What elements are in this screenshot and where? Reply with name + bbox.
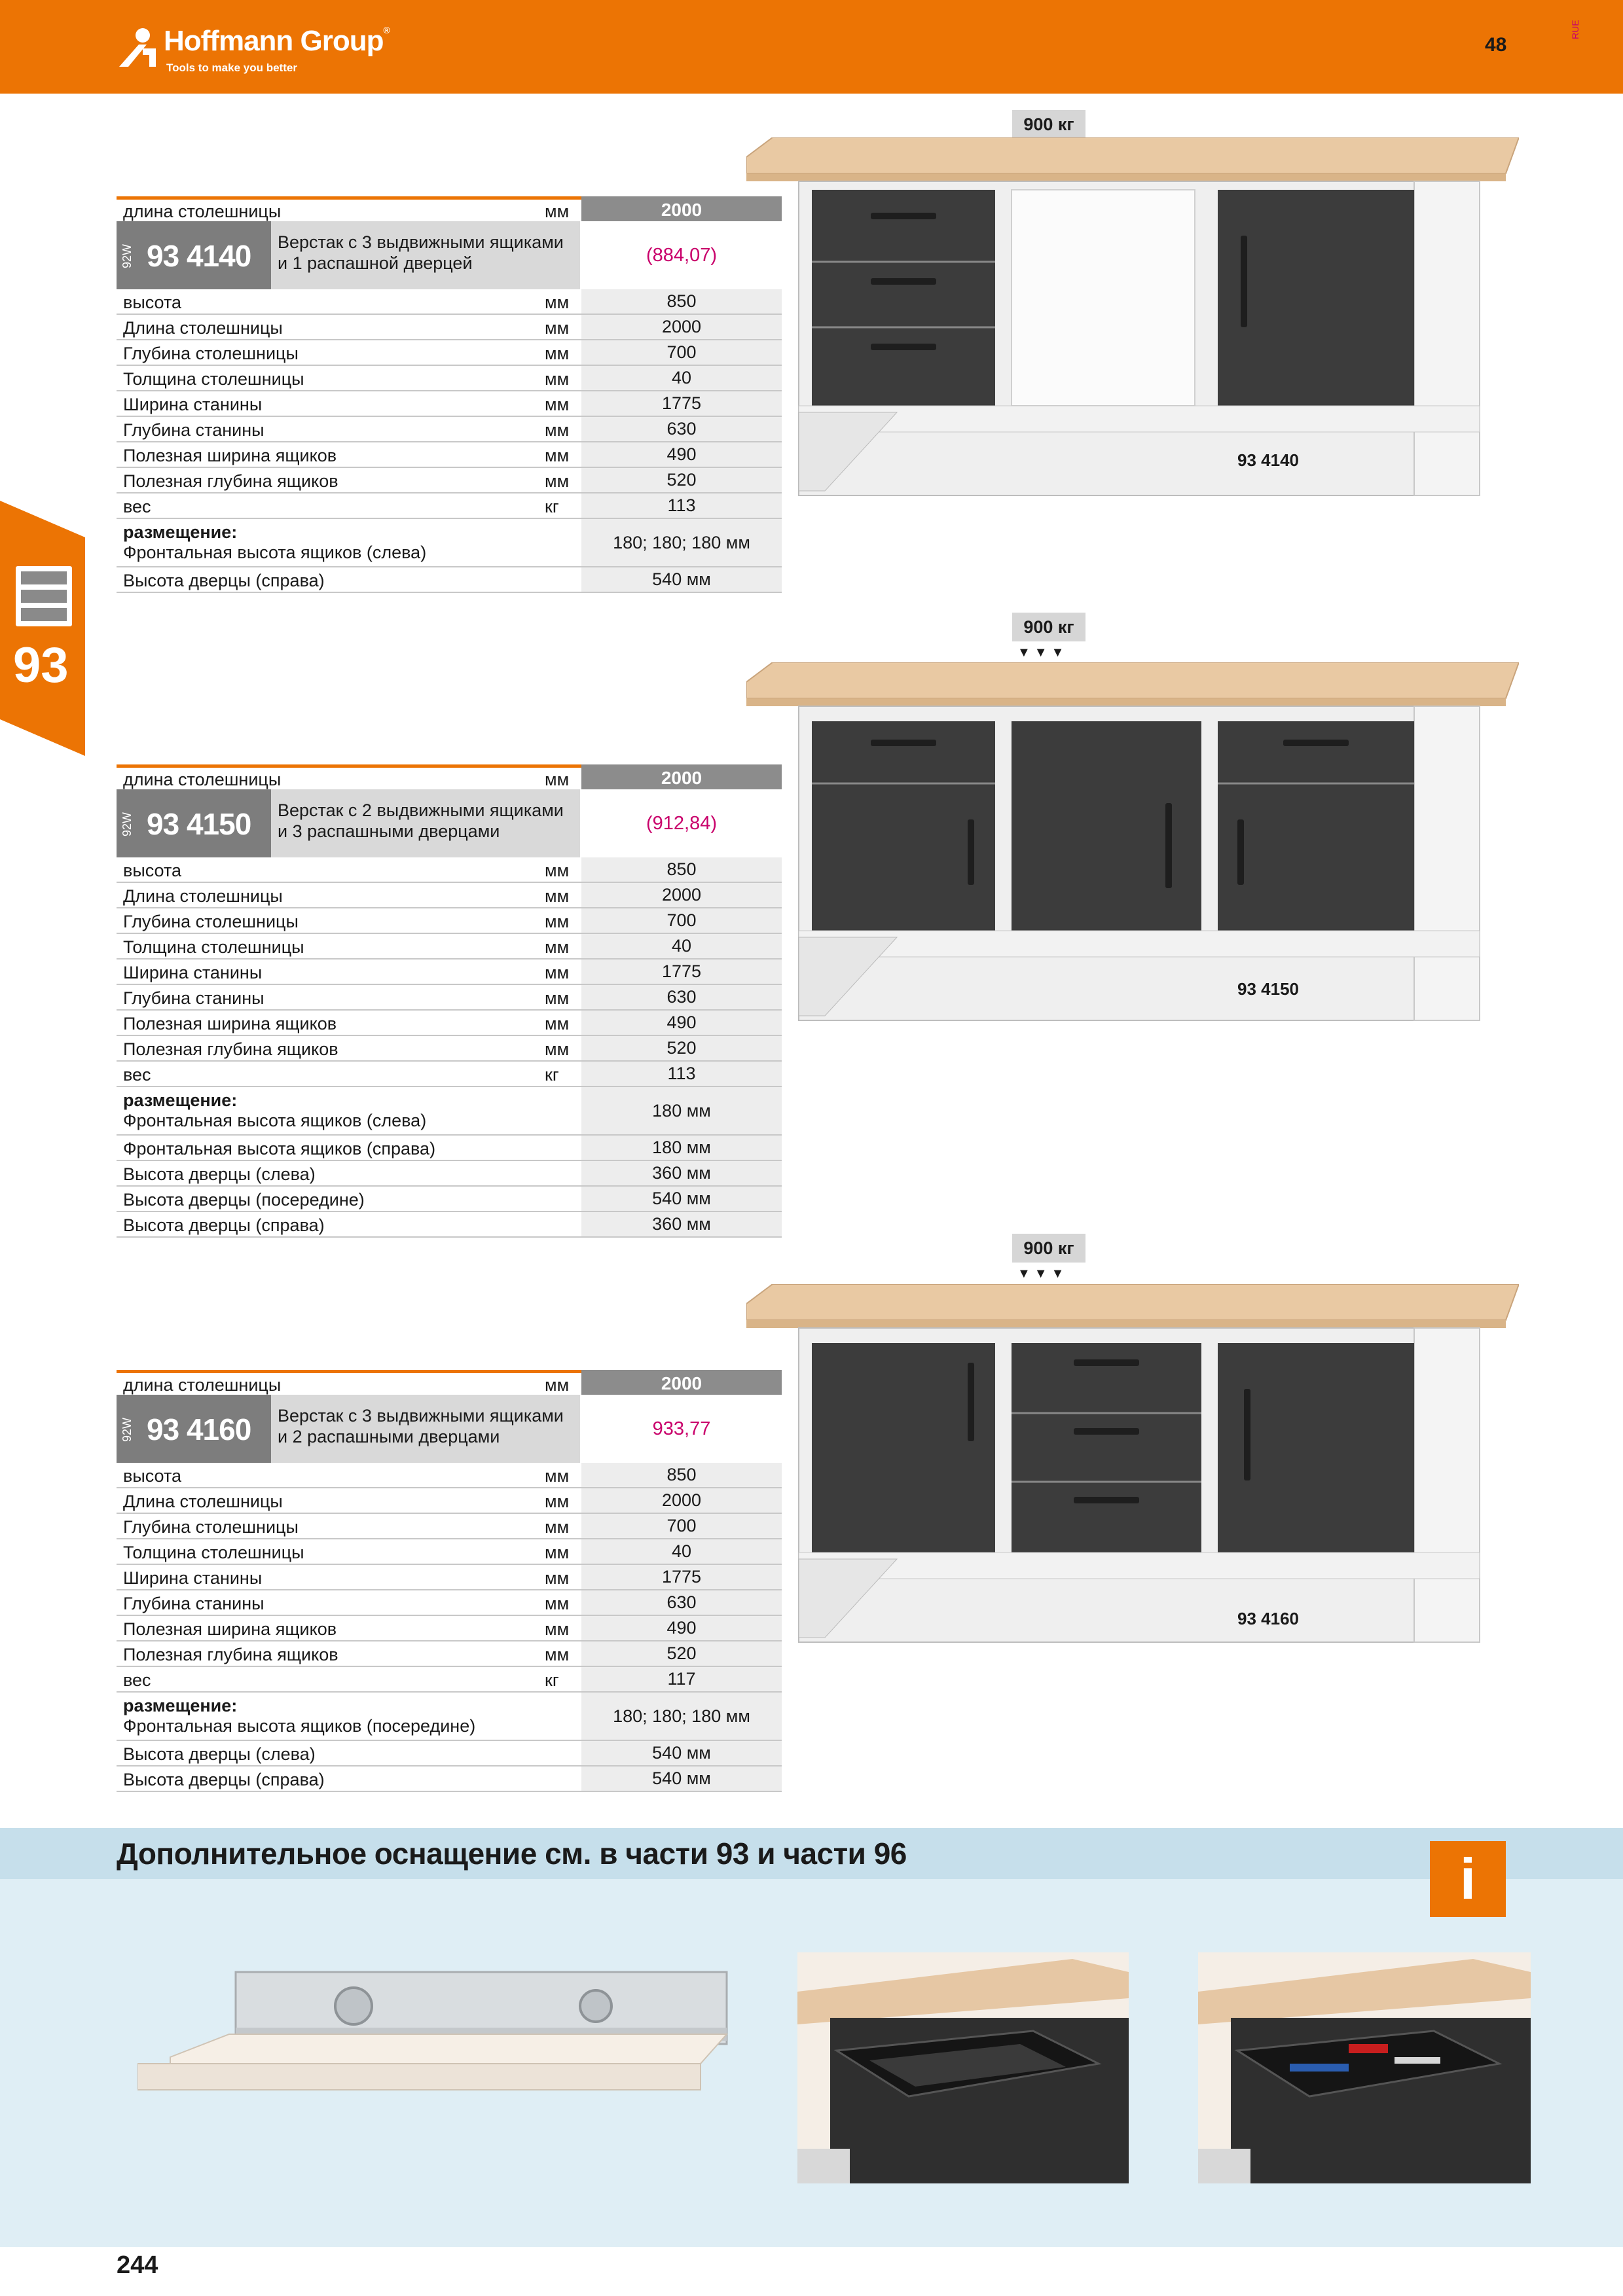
row-value: 180; 180; 180 мм <box>581 519 782 566</box>
row-unit: мм <box>545 1014 570 1033</box>
brand-logo[interactable] <box>117 20 418 79</box>
row-value: 360 мм <box>581 1212 782 1236</box>
row-label: высота <box>123 293 182 312</box>
page-reference: 48 <box>1485 34 1507 56</box>
row-value: 540 мм <box>581 1741 782 1765</box>
info-icon[interactable]: i <box>1430 1841 1506 1917</box>
table-row <box>117 1767 782 1792</box>
length-unit: мм <box>545 770 570 789</box>
row-value: 2000 <box>581 315 782 339</box>
article-number-box[interactable] <box>117 221 271 289</box>
table-row <box>117 340 782 366</box>
row-unit: кг <box>545 497 559 516</box>
accessories-section <box>0 1828 1623 2247</box>
row-value: 40 <box>581 1539 782 1564</box>
table-row <box>117 417 782 442</box>
row-unit: мм <box>545 369 570 389</box>
row-value: 630 <box>581 417 782 441</box>
accessories-title-bar <box>0 1828 1623 1879</box>
table-row <box>117 1187 782 1212</box>
row-label: Высота дверцы (справа) <box>123 1770 325 1789</box>
table-row <box>117 391 782 417</box>
article-prefix: 92W <box>120 1417 134 1442</box>
row-label: Глубина станины <box>123 988 264 1008</box>
row-unit: мм <box>545 1645 570 1664</box>
row-unit: мм <box>545 1619 570 1639</box>
row-value: 180 мм <box>581 1136 782 1160</box>
row-value: 490 <box>581 1616 782 1640</box>
row-label: Полезная глубина ящиков <box>123 471 338 491</box>
table-row <box>117 567 782 593</box>
load-arrows-icon: ▼▼▼ <box>1017 645 1068 660</box>
row-label: Полезная ширина ящиков <box>123 1619 337 1639</box>
row-value: 850 <box>581 857 782 882</box>
drawer-insert-photo-2[interactable] <box>1198 1952 1531 2183</box>
table-row <box>117 1036 782 1062</box>
row-value: 700 <box>581 908 782 933</box>
row-label: высота <box>123 1466 182 1486</box>
table-row <box>117 960 782 985</box>
table-row <box>117 442 782 468</box>
table-row <box>117 1590 782 1616</box>
row-value: 180; 180; 180 мм <box>581 1693 782 1740</box>
table-header-row <box>117 1370 782 1393</box>
row-unit: мм <box>545 912 570 931</box>
row-label: Полезная глубина ящиков <box>123 1645 338 1664</box>
product-id-row <box>117 1395 782 1463</box>
description-line-1: Верстак с 3 выдвижными ящиками <box>278 232 564 252</box>
workbench-image-934160[interactable] <box>746 1284 1519 1651</box>
row-unit: мм <box>545 318 570 338</box>
length-unit: мм <box>545 1375 570 1395</box>
table-row <box>117 493 782 519</box>
table-row <box>117 934 782 960</box>
row-unit: кг <box>545 1065 559 1085</box>
table-row <box>117 1488 782 1514</box>
table-header-row <box>117 764 782 788</box>
table-row <box>117 1693 782 1741</box>
spec-table-934140 <box>117 196 782 593</box>
placement-label: размещение: <box>123 1090 238 1110</box>
article-prefix: 92W <box>120 243 134 268</box>
load-capacity: 900 кг <box>1012 110 1085 139</box>
product-description <box>271 221 580 289</box>
table-row <box>117 857 782 883</box>
row-value: 520 <box>581 1641 782 1666</box>
load-capacity: 900 кг <box>1012 613 1085 641</box>
product-id-row <box>117 789 782 857</box>
row-value: 117 <box>581 1667 782 1691</box>
table-row <box>117 1565 782 1590</box>
row-unit: мм <box>545 1568 570 1588</box>
table-row <box>117 366 782 391</box>
row-value: 1775 <box>581 1565 782 1589</box>
load-capacity: 900 кг <box>1012 1234 1085 1263</box>
row-unit: мм <box>545 1466 570 1486</box>
row-value: 113 <box>581 493 782 518</box>
row-label: Ширина станины <box>123 395 263 414</box>
row-label: Полезная ширина ящиков <box>123 446 337 465</box>
image-caption: 93 4150 <box>1237 979 1299 999</box>
row-label: Длина столешницы <box>123 886 283 906</box>
row-value: 850 <box>581 289 782 314</box>
row-label: Длина столешницы <box>123 1492 283 1511</box>
row-label: вес <box>123 1670 151 1690</box>
row-unit: мм <box>545 1039 570 1059</box>
price: 933,77 <box>581 1395 782 1463</box>
chapter-tab-shape <box>0 501 85 756</box>
chapter-number: 93 <box>13 637 69 693</box>
price: (912,84) <box>581 789 782 857</box>
image-caption: 93 4160 <box>1237 1609 1299 1628</box>
placement-label: размещение: <box>123 522 238 542</box>
row-label: Высота дверцы (слева) <box>123 1164 316 1184</box>
article-prefix: 92W <box>120 812 134 836</box>
chapter-tab[interactable] <box>0 501 85 756</box>
row-label: Фронтальная высота ящиков (слева) <box>123 1111 427 1130</box>
row-value: 490 <box>581 442 782 467</box>
row-value: 40 <box>581 366 782 390</box>
row-unit: мм <box>545 471 570 491</box>
row-value: 2000 <box>581 1488 782 1513</box>
row-label: Высота дверцы (справа) <box>123 571 325 590</box>
row-label: Высота дверцы (слева) <box>123 1744 316 1764</box>
table-row <box>117 908 782 934</box>
table-row <box>117 1011 782 1036</box>
row-value: 520 <box>581 1036 782 1060</box>
row-value: 850 <box>581 1463 782 1487</box>
row-label: Ширина станины <box>123 963 263 982</box>
row-value: 540 мм <box>581 1187 782 1211</box>
row-unit: мм <box>545 395 570 414</box>
length-value: 2000 <box>581 764 782 791</box>
product-id-row <box>117 221 782 289</box>
table-header-row <box>117 196 782 220</box>
length-value: 2000 <box>581 1370 782 1397</box>
description-line-2: и 3 распашными дверцами <box>278 821 500 841</box>
row-label: Высота дверцы (справа) <box>123 1215 325 1235</box>
accessories-title: Дополнительное оснащение см. в части 93 и части 96 <box>117 1837 907 1871</box>
row-value: 630 <box>581 985 782 1009</box>
description-line-1: Верстак с 2 выдвижными ящиками <box>278 800 564 820</box>
row-label: Глубина столешницы <box>123 912 299 931</box>
row-label: Глубина столешницы <box>123 344 299 363</box>
table-row <box>117 1062 782 1087</box>
row-label: Глубина станины <box>123 1594 264 1613</box>
shelf-accessory-image[interactable] <box>137 1965 733 2162</box>
row-unit: мм <box>545 988 570 1008</box>
description-line-1: Верстак с 3 выдвижными ящиками <box>278 1406 564 1426</box>
table-row <box>117 1463 782 1488</box>
row-label: высота <box>123 861 182 880</box>
row-value: 180 мм <box>581 1087 782 1134</box>
row-unit: мм <box>545 1492 570 1511</box>
row-label: Толщина столешницы <box>123 1543 304 1562</box>
table-row <box>117 1667 782 1693</box>
table-row <box>117 985 782 1011</box>
language-code: RUE <box>1570 20 1580 39</box>
row-value: 40 <box>581 934 782 958</box>
brand-name: Hoffmann Group® <box>164 25 390 57</box>
workbench-image-934150[interactable] <box>746 662 1519 1029</box>
article-number: 93 4160 <box>147 1412 251 1446</box>
row-unit: мм <box>545 937 570 957</box>
table-row <box>117 315 782 340</box>
row-value: 540 мм <box>581 1767 782 1791</box>
table-row <box>117 1741 782 1767</box>
drawer-photo-1-graphic <box>797 1952 1129 2183</box>
product-description <box>271 789 580 857</box>
row-value: 700 <box>581 1514 782 1538</box>
row-label: Полезная глубина ящиков <box>123 1039 338 1059</box>
row-label: Полезная ширина ящиков <box>123 1014 337 1033</box>
row-value: 700 <box>581 340 782 365</box>
article-number: 93 4140 <box>147 239 251 273</box>
table-row <box>117 883 782 908</box>
workbench-image-934140[interactable] <box>746 137 1519 504</box>
description-line-2: и 1 распашной дверцей <box>278 253 473 273</box>
row-unit: мм <box>545 420 570 440</box>
row-unit: мм <box>545 1543 570 1562</box>
row-value: 630 <box>581 1590 782 1615</box>
table-row <box>117 1616 782 1641</box>
drawer-insert-photo-1[interactable] <box>797 1952 1129 2183</box>
row-value: 2000 <box>581 883 782 907</box>
row-unit: мм <box>545 1517 570 1537</box>
drawer-photo-2-graphic <box>1198 1952 1531 2183</box>
length-value: 2000 <box>581 196 782 223</box>
row-value: 113 <box>581 1062 782 1086</box>
length-unit: мм <box>545 202 570 221</box>
page-header <box>0 0 1623 94</box>
row-label: Фронтальная высота ящиков (посередине) <box>123 1716 476 1736</box>
length-label: длина столешницы <box>123 1375 282 1395</box>
row-label: вес <box>123 497 151 516</box>
article-number: 93 4150 <box>147 807 251 841</box>
row-label: Толщина столешницы <box>123 369 304 389</box>
row-value: 360 мм <box>581 1161 782 1185</box>
row-value: 490 <box>581 1011 782 1035</box>
price: (884,07) <box>581 221 782 289</box>
length-label: длина столешницы <box>123 770 282 789</box>
row-unit: мм <box>545 446 570 465</box>
row-value: 540 мм <box>581 567 782 592</box>
row-label: Высота дверцы (посередине) <box>123 1190 365 1210</box>
table-row <box>117 519 782 567</box>
table-row <box>117 468 782 493</box>
row-value: 1775 <box>581 391 782 416</box>
article-number-box[interactable] <box>117 789 271 857</box>
table-row <box>117 1539 782 1565</box>
row-unit: мм <box>545 963 570 982</box>
spec-table-934150 <box>117 764 782 1238</box>
page-number: 244 <box>117 2251 158 2279</box>
table-row <box>117 1161 782 1187</box>
table-row <box>117 1212 782 1238</box>
row-unit: мм <box>545 861 570 880</box>
row-unit: кг <box>545 1670 559 1690</box>
description-line-2: и 2 распашными дверцами <box>278 1427 500 1446</box>
row-unit: мм <box>545 886 570 906</box>
row-label: Фронтальная высота ящиков (слева) <box>123 543 427 562</box>
row-value: 1775 <box>581 960 782 984</box>
row-value: 520 <box>581 468 782 492</box>
row-label: Толщина столешницы <box>123 937 304 957</box>
table-row <box>117 1641 782 1667</box>
row-label: Длина столешницы <box>123 318 283 338</box>
product-description <box>271 1395 580 1463</box>
row-label: Глубина станины <box>123 420 264 440</box>
row-label: Ширина станины <box>123 1568 263 1588</box>
load-arrows-icon: ▼▼▼ <box>1017 1266 1068 1281</box>
brand-slogan: Tools to make you better <box>166 62 297 74</box>
spec-table-934160 <box>117 1370 782 1792</box>
row-unit: мм <box>545 293 570 312</box>
article-number-box[interactable] <box>117 1395 271 1463</box>
row-unit: мм <box>545 1594 570 1613</box>
table-row <box>117 1514 782 1539</box>
workbench-category-icon <box>16 566 72 626</box>
table-row <box>117 1136 782 1161</box>
table-row <box>117 1087 782 1136</box>
placement-label: размещение: <box>123 1696 238 1715</box>
table-row <box>117 289 782 315</box>
length-label: длина столешницы <box>123 202 282 221</box>
row-unit: мм <box>545 344 570 363</box>
row-label: Фронтальная высота ящиков (справа) <box>123 1139 436 1158</box>
row-label: Глубина столешницы <box>123 1517 299 1537</box>
image-caption: 93 4140 <box>1237 450 1299 470</box>
row-label: вес <box>123 1065 151 1085</box>
